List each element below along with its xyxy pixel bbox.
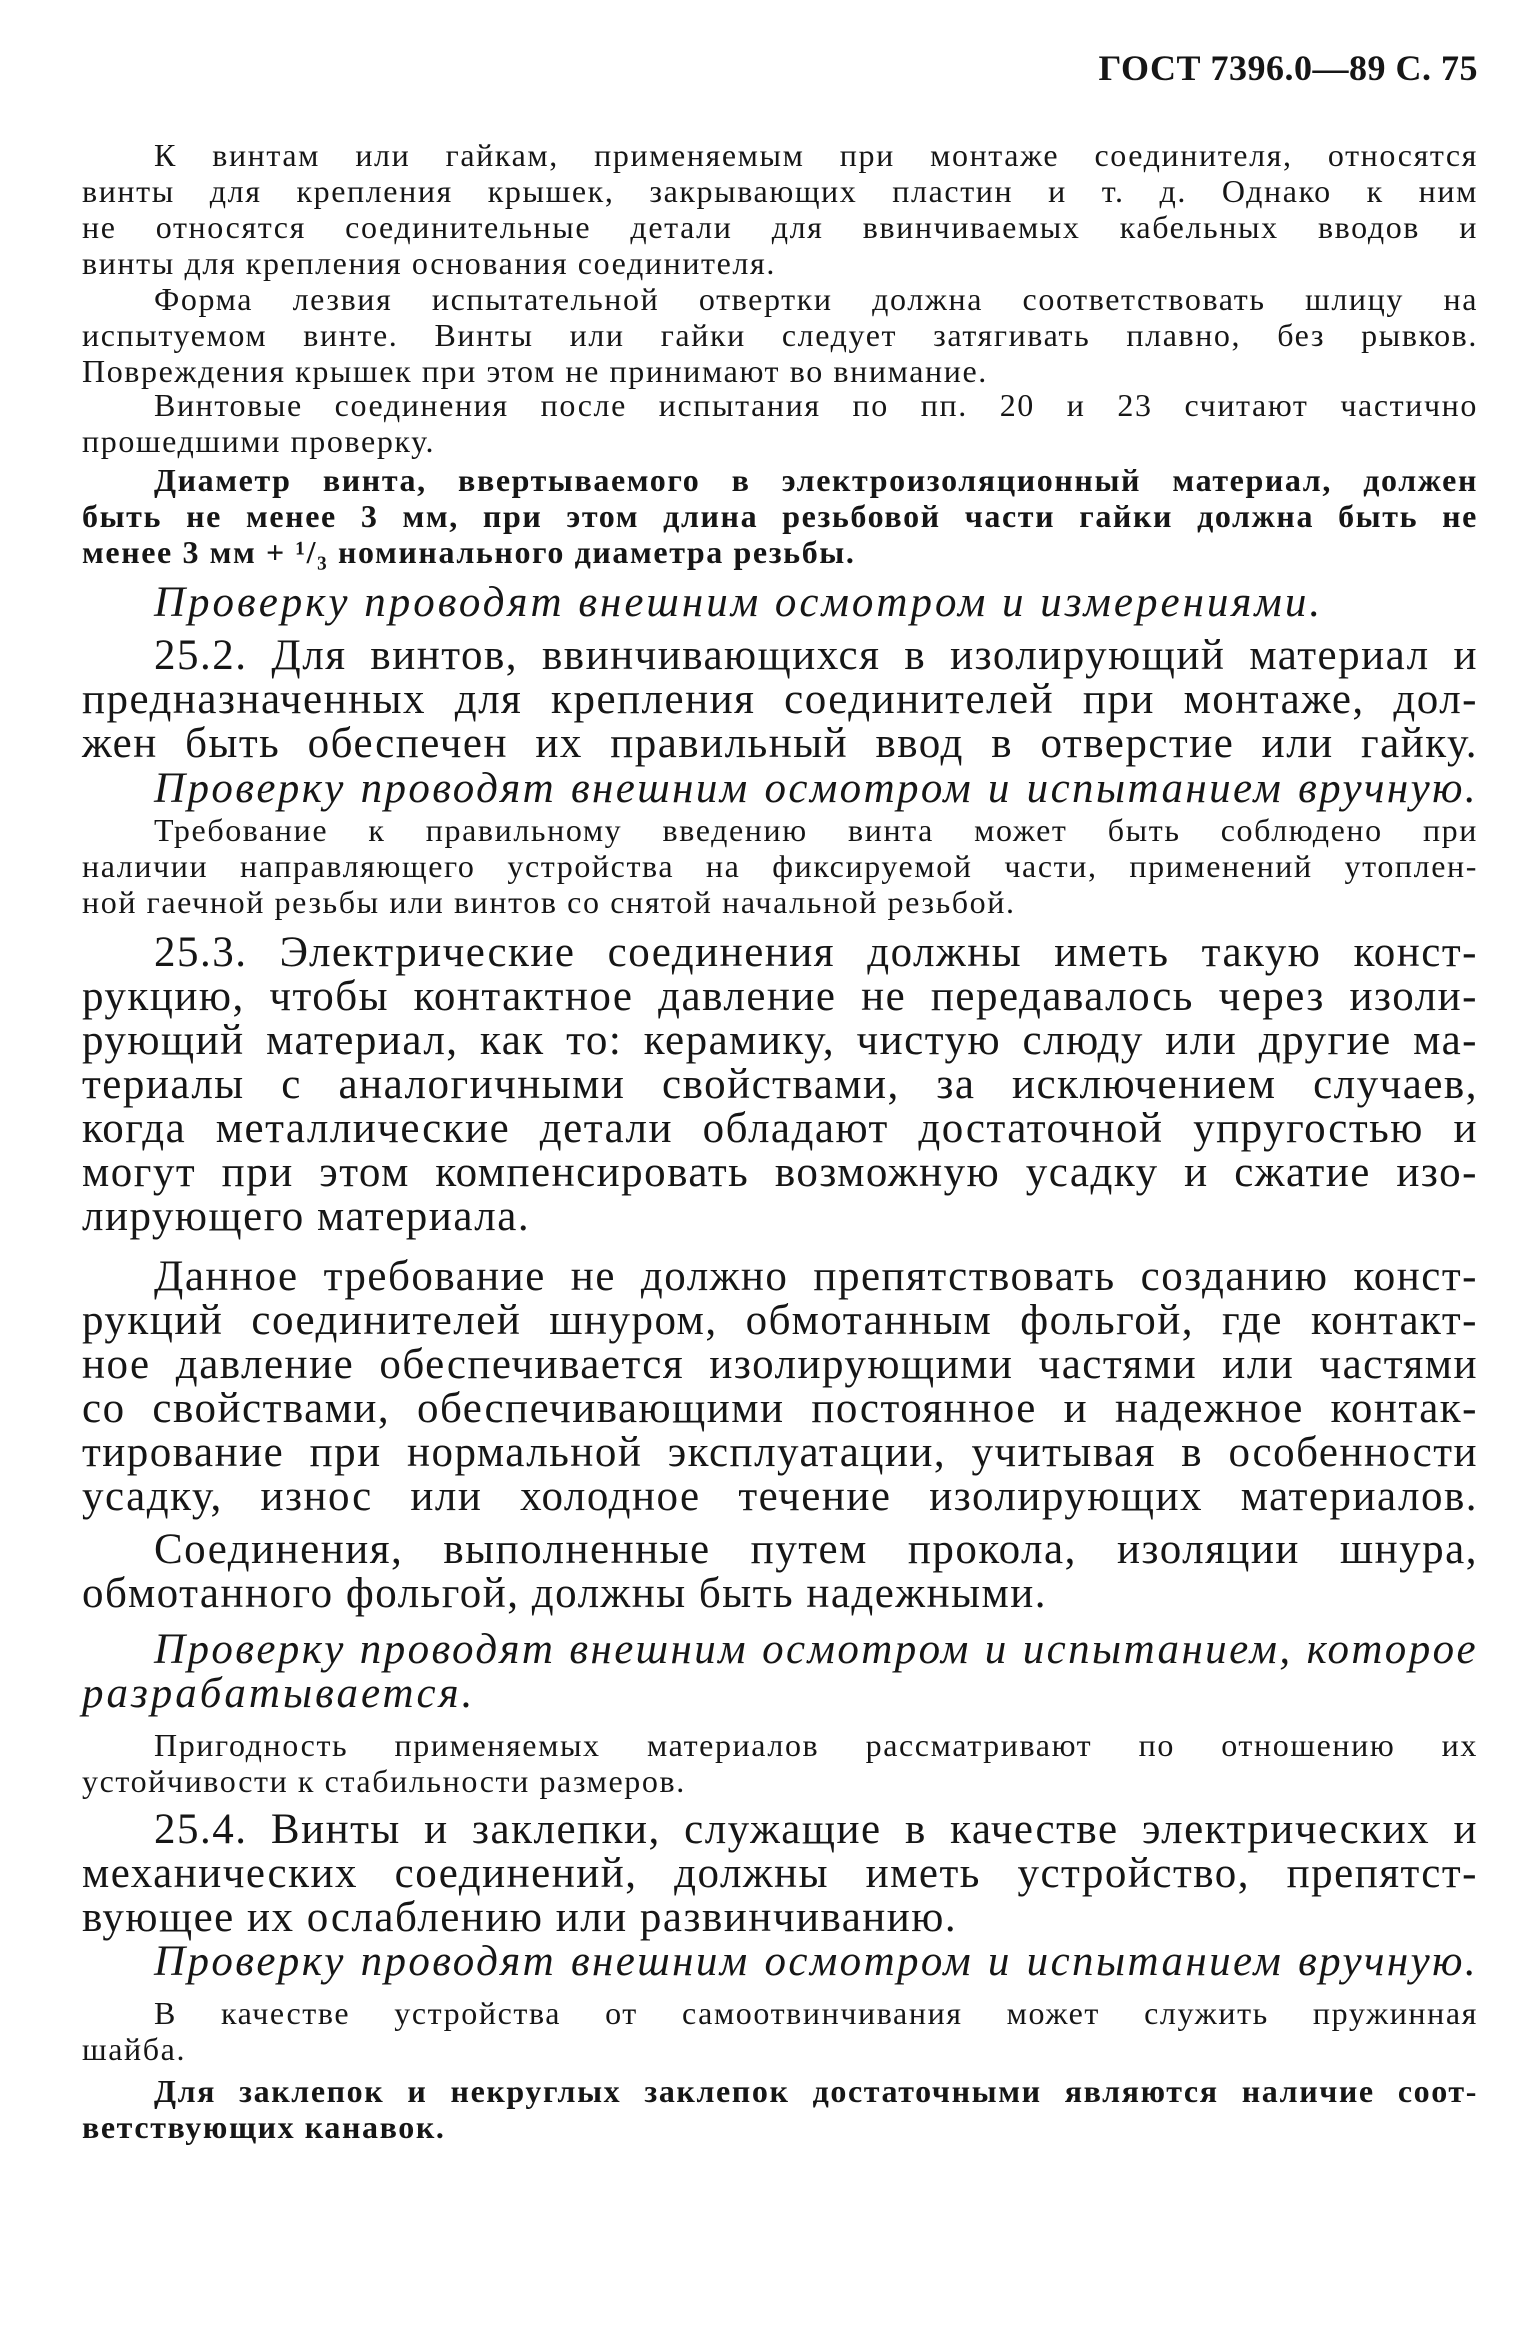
note-screw-connections-tested	[82, 387, 1478, 459]
text-line: менее 3 мм + ¹/₃ номинального диаметра резьбы.	[82, 534, 856, 570]
text-line: 25.3. Электрические соединения должны иметь такую конст-	[154, 929, 1478, 976]
text-line: усадку, износ или холодное течение изолирующих материалов.	[82, 1473, 1478, 1520]
text-line: могут при этом компенсировать возможную усадку и сжатие изо-	[82, 1149, 1478, 1196]
note-spring-washer	[82, 1995, 1478, 2067]
note-screwdriver-blade	[82, 281, 1478, 389]
text-line: Требование к правильному введению винта может быть соблюдено при	[154, 812, 1478, 848]
text-line: винты для крепления крышек, закрывающих пластин и т. д. Однако к ним	[82, 173, 1478, 209]
clause-25-2	[82, 634, 1478, 766]
text-line: ветствующих канавок.	[82, 2109, 446, 2145]
text-line: устойчивости к стабильности размеров.	[82, 1763, 686, 1799]
page-header: ГОСТ 7396.0—89 С. 75	[1098, 48, 1478, 88]
text-line: прошедшими проверку.	[82, 423, 436, 459]
text-line: Повреждения крышек при этом не принимают во внимание.	[82, 353, 988, 389]
test-method-manual	[82, 767, 1478, 811]
text-line: испытуемом винте. Винты или гайки следует затягивать плавно, без рывков.	[82, 317, 1478, 353]
text-line: жен быть обеспечен их правильный ввод в отверстие или гайку.	[82, 720, 1478, 767]
text-line: предназначенных для крепления соединителей при монтаже, дол-	[82, 676, 1478, 723]
text-line: 25.2. Для винтов, ввинчивающихся в изолирующий материал и	[154, 632, 1478, 679]
text-line: не относятся соединительные детали для ввинчиваемых кабельных вводов и	[82, 209, 1478, 245]
text-line: В качестве устройства от самоотвинчивания может служить пружинная	[154, 1995, 1478, 2031]
text-line: Пригодность применяемых материалов рассматривают по отношению их	[154, 1727, 1478, 1763]
text-line: быть не менее 3 мм, при этом длина резьбовой части гайки должна быть не	[82, 498, 1478, 534]
text-line: винты для крепления основания соединителя.	[82, 245, 776, 281]
text-line: механических соединений, должны иметь устройство, препятст-	[82, 1850, 1478, 1897]
text-line: разрабатывается.	[82, 1670, 476, 1717]
text-line: Проверку проводят внешним осмотром и измерениями.	[154, 579, 1324, 626]
text-line: Проверку проводят внешним осмотром и испытанием вручную.	[154, 1938, 1478, 1985]
note-screw-diameter	[82, 462, 1478, 570]
text-line: рукцию, чтобы контактное давление не передавалось через изоли-	[82, 973, 1478, 1020]
note-material-suitability	[82, 1727, 1478, 1799]
text-line: обмотанного фольгой, должны быть надежными.	[82, 1570, 1047, 1617]
note-correct-screw-insertion	[82, 812, 1478, 920]
text-line: ное давление обеспечивается изолирующими частями или частями	[82, 1341, 1478, 1388]
clause-25-3-foil-cord-requirement	[82, 1255, 1478, 1519]
clause-25-3-piercing-connections	[82, 1528, 1478, 1616]
text-line: рукций соединителей шнуром, обмотанным фольгой, где контакт-	[82, 1297, 1478, 1344]
text-line: териалы с аналогичными свойствами, за исключением случаев,	[82, 1061, 1478, 1108]
text-line: лирующего материала.	[82, 1193, 531, 1240]
text-line: Форма лезвия испытательной отвертки должна соответствовать шлицу на	[154, 281, 1478, 317]
test-method-developed	[82, 1628, 1478, 1716]
text-line: наличии направляющего устройства на фиксируемой части, применений утоплен-	[82, 848, 1478, 884]
note-screws-nuts	[82, 137, 1478, 281]
text-line: рующий материал, как то: керамику, чистую слюду или другие ма-	[82, 1017, 1478, 1064]
text-line: Соединения, выполненные путем прокола, изоляции шнура,	[154, 1526, 1478, 1573]
text-line: 25.4. Винты и заклепки, служащие в качестве электрических и	[154, 1806, 1478, 1853]
text-line: Проверку проводят внешним осмотром и испытанием, которое	[154, 1626, 1478, 1673]
text-line: ной гаечной резьбы или винтов со снятой начальной резьбой.	[82, 884, 1016, 920]
clause-25-3	[82, 931, 1478, 1239]
text-line: вующее их ослаблению или развинчиванию.	[82, 1894, 958, 1941]
text-line: Диаметр винта, ввертываемого в электроизоляционный материал, должен	[154, 462, 1478, 498]
text-line: шайба.	[82, 2031, 187, 2067]
test-method-manual-2	[82, 1940, 1478, 1984]
text-line: Винтовые соединения после испытания по пп. 20 и 23 считают частично	[154, 387, 1478, 423]
text-line: К винтам или гайкам, применяемым при монтаже соединителя, относятся	[154, 137, 1478, 173]
clause-25-4	[82, 1808, 1478, 1940]
text-line: тирование при нормальной эксплуатации, учитывая в особенности	[82, 1429, 1478, 1476]
note-rivets-grooves	[82, 2073, 1478, 2145]
text-line: Для заклепок и некруглых заклепок достаточными являются наличие соот-	[154, 2073, 1478, 2109]
text-line: когда металлические детали обладают достаточной упругостью и	[82, 1105, 1478, 1152]
test-method-inspection-measurement	[82, 581, 1478, 625]
text-line: Данное требование не должно препятствовать созданию конст-	[154, 1253, 1478, 1300]
text-line: Проверку проводят внешним осмотром и испытанием вручную.	[154, 765, 1478, 812]
text-line: со свойствами, обеспечивающими постоянное и надежное контак-	[82, 1385, 1478, 1432]
